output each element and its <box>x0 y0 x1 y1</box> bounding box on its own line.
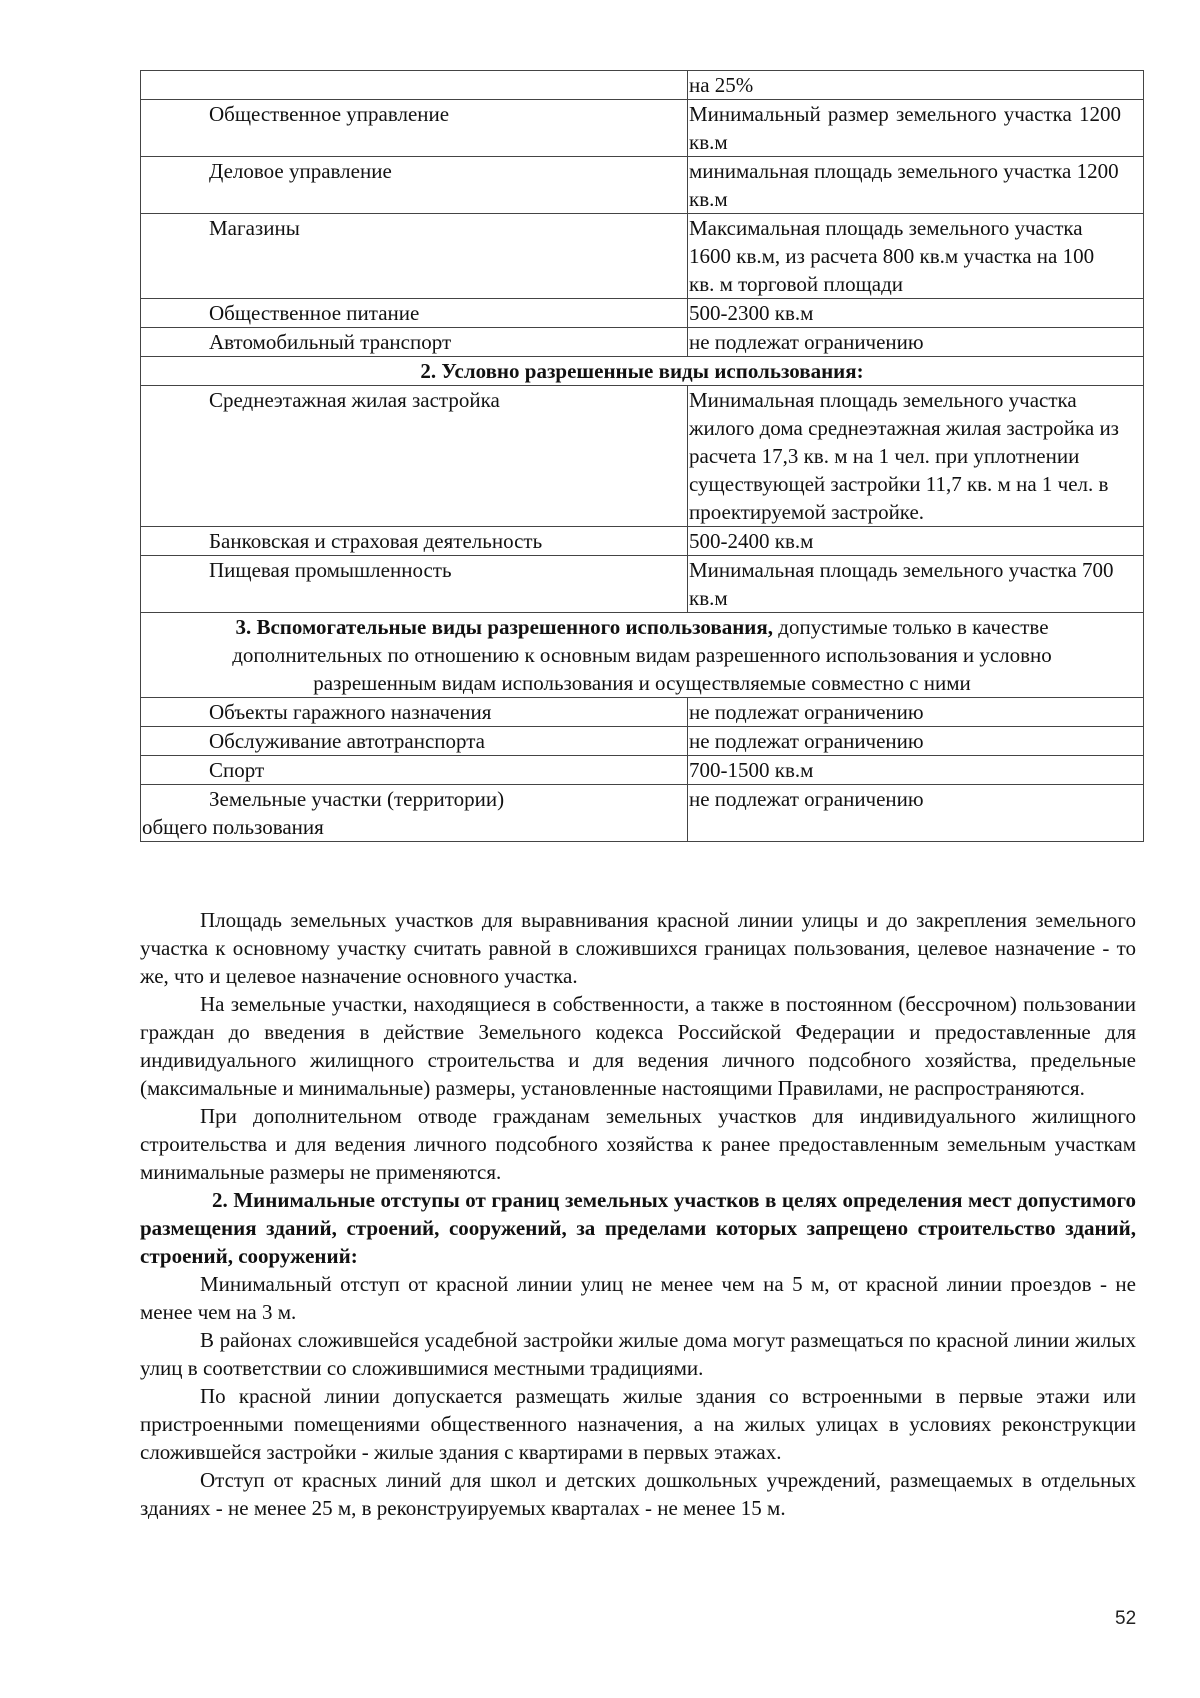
section-2-heading: 2. Условно разрешенные виды использования: <box>141 357 1144 386</box>
table-row <box>141 214 1144 299</box>
use-type-cell: Среднеэтажная жилая застройка <box>141 386 688 527</box>
use-type-cell: Деловое управление <box>141 157 688 214</box>
table-row <box>141 100 1144 157</box>
paragraph: По красной линии допускается размещать жилые здания со встроенными в первые этажи или пристроенными помещениями общественного назначения, а на жилых улицах в условиях реконструкции сложившейся застройки - жилые здания с квартирами в первых этажах. <box>140 1384 1136 1464</box>
parameter-cell: не подлежат ограничению <box>688 698 1144 727</box>
parameter-cell: не подлежат ограничению <box>688 785 1144 842</box>
parameter-cell: Минимальная площадь земельного участка жилого дома среднеэтажная жилая застройка из расчета 17,3 кв. м на 1 чел. при уплотнении существующей застройки 11,7 кв. м на 1 чел. в проектируемой застройке. <box>688 386 1144 527</box>
table-row <box>141 386 1144 527</box>
table-row <box>141 785 1144 842</box>
parameter-cell: 500-2300 кв.м <box>688 299 1144 328</box>
use-type-cell: Спорт <box>141 756 688 785</box>
parameter-cell: 700-1500 кв.м <box>688 756 1144 785</box>
regulations-table <box>140 70 1144 842</box>
use-type-line-2: общего пользования <box>142 815 324 839</box>
use-type-cell <box>141 71 688 100</box>
parameter-cell: на 25% <box>688 71 1144 100</box>
section-3-heading <box>141 613 1144 698</box>
table-row <box>141 727 1144 756</box>
use-type-cell: Объекты гаражного назначения <box>141 698 688 727</box>
use-type-cell: Обслуживание автотранспорта <box>141 727 688 756</box>
section-3-heading-rest: допустимые только в качестве дополнительных по отношению к основным видам разрешенного использования и условно разрешенным видам использования и осуществляемые совместно с ними <box>232 615 1052 695</box>
paragraph: Площадь земельных участков для выравнивания красной линии улицы и до закрепления земельного участка к основному участку считать равной в сложившихся границах пользования, целевое назначение - то же, что и целевое назначение основного участка. <box>140 908 1136 988</box>
use-type-cell: Пищевая промышленность <box>141 556 688 613</box>
body-text <box>140 906 1136 1522</box>
use-type-cell: Общественное управление <box>141 100 688 157</box>
paragraph: Минимальный отступ от красной линии улиц не менее чем на 5 м, от красной линии проездов - не менее чем на 3 м. <box>140 1272 1136 1324</box>
section-heading-row <box>141 613 1144 698</box>
use-type-cell: Общественное питание <box>141 299 688 328</box>
table-row <box>141 556 1144 613</box>
use-type-cell <box>141 785 688 842</box>
use-type-cell: Автомобильный транспорт <box>141 328 688 357</box>
use-type-cell: Банковская и страховая деятельность <box>141 527 688 556</box>
use-type-line-1: Земельные участки (территории) <box>209 787 505 811</box>
table-row <box>141 756 1144 785</box>
paragraph: Отступ от красных линий для школ и детских дошкольных учреждений, размещаемых в отдельных зданиях - не менее 25 м, в реконструируемых кварталах - не менее 15 м. <box>140 1468 1136 1520</box>
parameter-cell: минимальная площадь земельного участка 1200 кв.м <box>688 157 1144 214</box>
page-number: 52 <box>1115 1608 1137 1629</box>
paragraph: При дополнительном отводе гражданам земельных участков для индивидуального жилищного строительства и для ведения личного подсобного хозяйства к ранее предоставленным земельным участкам минимальные размеры не применяются. <box>140 1104 1136 1184</box>
paragraph: На земельные участки, находящиеся в собственности, а также в постоянном (бессрочном) пользовании граждан до введения в действие Земельного кодекса Российской Федерации и предоставленные для индивидуального жилищного строительства и для ведения личного подсобного хозяйства, предельные (максимальные и минимальные) размеры, установленные настоящими Правилами, не распространяются. <box>140 992 1136 1100</box>
parameter-cell: Максимальная площадь земельного участка 1600 кв.м, из расчета 800 кв.м участка на 100 кв. м торговой площади <box>688 214 1144 299</box>
use-type-cell: Магазины <box>141 214 688 299</box>
section-heading-row <box>141 357 1144 386</box>
parameter-cell: не подлежат ограничению <box>688 727 1144 756</box>
table-row <box>141 157 1144 214</box>
parameter-cell: 500-2400 кв.м <box>688 527 1144 556</box>
table-row <box>141 698 1144 727</box>
table-row <box>141 527 1144 556</box>
parameter-cell: Минимальная площадь земельного участка 700 кв.м <box>688 556 1144 613</box>
table-row <box>141 299 1144 328</box>
table-row <box>141 71 1144 100</box>
section-3-heading-bold: 3. Вспомогательные виды разрешенного использования, <box>235 615 774 639</box>
parameter-cell: не подлежат ограничению <box>688 328 1144 357</box>
paragraph: В районах сложившейся усадебной застройки жилые дома могут размещаться по красной линии жилых улиц в соответствии со сложившимися местными традициями. <box>140 1328 1136 1380</box>
section-heading: 2. Минимальные отступы от границ земельных участков в целях определения мест допустимого размещения зданий, строений, сооружений, за пределами которых запрещено строительство зданий, строений, сооружений: <box>140 1188 1136 1268</box>
table-row <box>141 328 1144 357</box>
parameter-cell: Минимальный размер земельного участка 1200 кв.м <box>688 100 1144 157</box>
